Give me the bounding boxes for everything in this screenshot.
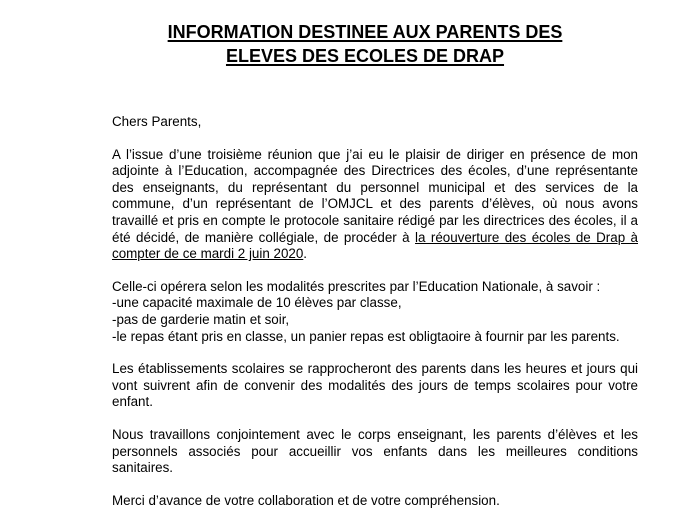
reopening-date-underlined: la réouverture des écoles de Drap à compter de ce mardi 2 juin 2020: [112, 229, 638, 262]
paragraph-thanks: Merci d’avance de votre collaboration et de votre compréhension.: [112, 492, 500, 508]
title-line-1: INFORMATION DESTINEE AUX PARENTS DES: [167, 22, 563, 42]
title-line-2: ELEVES DES ECOLES DE DRAP: [225, 46, 505, 66]
paragraph-schools: Les établissements scolaires se rapprocheront des parents dans les heures et jours qui vont suivrent afin de convenir des modalités des jours de temps scolaires pour votre enfant.: [112, 361, 638, 410]
paragraph-meeting-text: A l’issue d’une troisième réunion que j’ai eu le plaisir de diriger en présence de mon adjointe à l’Education, accompagnée des Directrices des écoles, d’une représentante des enseignants, du représentant du personnel municipal et des services de la commune, d’un représentant de l’OMJCL et des parents d’élèves, où nous avons travaillé et pris en compte le protocole sanitaire rédigé par les directrices des écoles, il a été décidé, de manière collégiale, de procéder à: [112, 146, 638, 245]
paragraph-cooperation: Nous travaillons conjointement avec le corps enseignant, les parents d’élèves et les personnels associés pour accueillir vos enfants dans les meilleures conditions sanitaires.: [112, 426, 638, 476]
greeting: Chers Parents,: [112, 114, 202, 129]
modalities-intro: Celle-ci opérera selon les modalités prescrites par l’Education Nationale, à savoir :: [112, 278, 601, 294]
modality-item: -une capacité maximale de 10 élèves par classe,: [112, 295, 402, 311]
paragraph-meeting: [112, 147, 638, 263]
document-title: [60, 20, 670, 68]
modality-item: -le repas étant pris en classe, un panier repas est obligtaoire à fournir par les parents.: [112, 328, 620, 344]
letter-body: [112, 114, 638, 509]
paragraph-meeting-end: .: [303, 246, 308, 262]
paragraph-modalities: [112, 279, 638, 345]
modality-item: -pas de garderie matin et soir,: [112, 311, 290, 327]
